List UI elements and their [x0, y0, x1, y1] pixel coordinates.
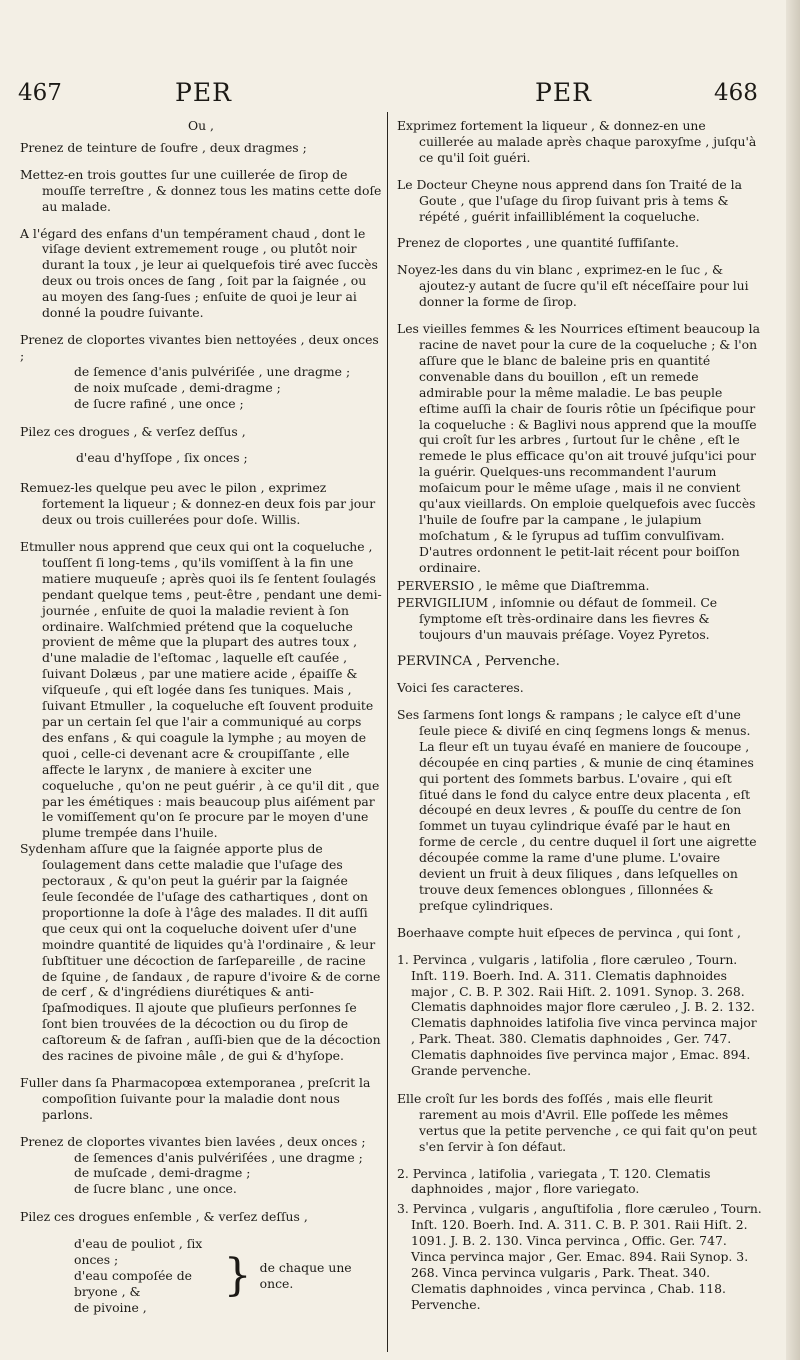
brace-line: d'eau de pouliot , ſix onces ;	[74, 1236, 203, 1268]
paragraph: Sydenham aſſure que la ſaignée apporte plus de ſoulagement dans cette maladie que l'uſage des pectoraux , & qu'on peut la guérir par la ſaignée ſeule ſecondée de l'uſage des cathartiques , dont on proportionne la doſe à l'âge des malades. Il dit auſſi que ceux qui ont la coqueluche doivent uſer d'une moindre quantité de liquides qu'à l'ordinaire , & leur ſubſtituer une décoction de ſarſepareille , de racine de ſquine , de ſandaux , de rapure d'ivoire & de corne de cerf , & d'ingrédiens diurétiques & anti-ſpaſmodiques. Il ajoute que pluſieurs perſonnes ſe ſont bien trouvées de la décoction ou du ſirop de caſtoreum & de ſafran , auſſi-bien que de la décoction des racines de pivoine mâle , de gui & d'hyſope.	[20, 841, 381, 1064]
paragraph: PERVERSIO , le même que Diaſtremma.	[397, 577, 650, 593]
paragraph: Voici ſes caracteres.	[397, 680, 524, 696]
paragraph: A l'égard des enfans d'un tempérament chaud , dont le viſage devient extremement rouge , ou plutôt noir durant la toux , je leur ai quelquefois tiré avec ſuccès deux ou trois onces de ſang , ſoit par la ſaignée , ou au moyen des ſang-ſues ; enſuite de quoi je leur ai donné la poudre ſuivante.	[20, 225, 378, 321]
recipe-line: de ſemence d'anis pulvériſée , une dragme ;	[74, 363, 351, 379]
page-edge	[786, 0, 800, 1360]
recipe-block	[20, 1134, 382, 1198]
left-column	[20, 118, 382, 1316]
list-item: 3. Pervinca , vulgaris , anguſtifolia , flore cæruleo , Tourn. Inſt. 120. Boerh. Ind. A. 311. C. B. P. 301. Raii Hiſt. 2. 1091. J. B. 2. 130. Vinca pervinca , Offic. Ger. 747. Vinca pervinca major , Ger. Emac. 894. Raii Synop. 3. 268. Vinca pervinca vulgaris , Park. Theat. 340. Clematis daphnoides , vinca pervinca , Chab. 118. Pervenche.	[397, 1201, 762, 1312]
right-column	[397, 118, 762, 1317]
recipe-line: de ſucre rafiné , une once ;	[74, 395, 244, 411]
recipe-line: de ſucre blanc , une once.	[74, 1181, 237, 1197]
brace-line: d'eau compoſée de bryone , &	[74, 1268, 192, 1299]
left-page-number: 467	[18, 80, 62, 106]
list-item: 2. Pervinca , latifolia , variegata , T. 120. Clematis daphnoides , major , flore variegato.	[397, 1165, 711, 1197]
paragraph: Exprimez fortement la liqueur , & donnez-en une cuillerée au malade après chaque paroxyſme , juſqu'à ce qu'il ſoit guéri.	[397, 118, 757, 165]
left-running-head: PER	[175, 78, 232, 107]
paragraph: Ses ſarmens ſont longs & rampans ; le calyce eſt d'une ſeule piece & diviſé en cinq ſegmens longs & menus. La fleur eſt un tuyau évaſé en maniere de ſoucoupe , découpée en cinq parties , & munie de cinq étamines qui portent des ſommets barbus. L'ovaire , qui eſt ſitué dans le fond du calyce entre deux placenta , eſt découpé en deux levres , & pouſſe du centre de ſon ſommet un tuyau cylindrique évaſé par le haut en forme de cercle , du centre duquel il ſort une aigrette découpée comme la rame d'une plume. L'ovaire devient un fruit à deux ſiliques , dans leſquelles on trouve deux ſemences oblongues , ſillonnées & preſque cylindriques.	[397, 707, 757, 913]
recipe-block	[20, 332, 382, 412]
recipe-line: de muſcade , demi-dragme ;	[74, 1165, 251, 1181]
list-item: 1. Pervinca , vulgaris , latifolia , flore cæruleo , Tourn. Inſt. 119. Boerh. Ind. A. 311. Clematis daphnoides major , C. B. P. 302. Raii Hiſt. 2. 1091. Synop. 3. 268. Clematis daphnoides major flore cæruleo , J. B. 2. 132. Clematis daphnoides latifolia ſive vinca pervinca major , Park. Theat. 380. Clematis daphnoides , Ger. 747. Clematis daphnoides ſive pervinca major , Emac. 894. Grande pervenche.	[397, 951, 757, 1079]
paragraph: Fuller dans ſa Pharmacopœa extemporanea , preſcrit la compoſition ſuivante pour la maladie dont nous parlons.	[20, 1074, 371, 1122]
brace-right: de chaque une once.	[259, 1260, 352, 1291]
paragraph: Boerhaave compte huit eſpeces de pervinca , qui ſont ,	[397, 924, 741, 940]
paragraph: Elle croît ſur les bords des foſſés , mais elle fleurit rarement au mois d'Avril. Elle poſſede les mêmes vertus que la petite pervenche , ce qui fait qu'on peut s'en ſervir à ſon défaut.	[397, 1090, 757, 1154]
column-rule	[387, 112, 388, 1352]
brace-line: de pivoine ,	[74, 1299, 147, 1315]
paragraph: Le Docteur Cheyne nous apprend dans ſon Traité de la Goute , que l'uſage du ſirop ſuivant pris à tems & répété , guérit infailliblément la coqueluche.	[397, 176, 743, 224]
paragraph: Etmuller nous apprend que ceux qui ont la coqueluche , touſſent ſi long-tems , qu'ils vomiſſent à la fin une matiere muqueuſe ; après quoi ils ſe ſentent ſoulagés pendant quelque tems , peut-être , pendant une demi-journée , enſuite de quoi la maladie revient à ſon ordinaire. Walſchmied prétend que la coqueluche provient de même que la plupart des autres toux , d'une maladie de l'eſtomac , laquelle eſt cauſée , ſuivant Dolæus , par une matiere acide , épaiſſe & viſqueuſe , qui eſt logée dans ſes tuniques. Mais , ſuivant Etmuller , la coqueluche eſt ſouvent produite par un certain ſel que l'air a communiqué au corps des enfans , & qui coagule la lymphe ; au moyen de quoi , celle-ci devenant acre & croupiſſante , elle affecte le larynx , de maniere à exciter une coqueluche , qu'on ne peut guérir , à ce qu'il dit , que par les émétiques : mais beaucoup plus aiſément par le vomiſſement qu'on ſe procure par le moyen d'une plume trempée dans l'huile.	[20, 539, 382, 841]
paragraph: Les vieilles femmes & les Nourrices eſtiment beaucoup la racine de navet pour la cure de la coqueluche ; & l'on aſſure que le blanc de baleine pris en quantité convenable dans du bouillon , eſt un remede admirable pour la même maladie. Le bas peuple eſtime auſſi la chair de ſouris rôtie un ſpécifique pour la coqueluche : & Baglivi nous apprend que la mouſſe qui croît ſur les arbres , ſurtout ſur le chêne , eſt le remede le plus efficace qu'on ait trouvé juſqu'ici pour la guérir. Quelques-uns recommandent l'aurum moſaicum pour le même uſage , mais il ne convient qu'aux vieillards. On emploie quelquefois avec ſuccès l'huile de ſoufre par la campane , le julapium moſchatum , & le ſyrupus ad tuſſim convulſivam. D'autres ordonnent le petit-lait récent pour boiſſon ordinaire.	[397, 321, 761, 575]
brace-group	[74, 1236, 382, 1316]
paragraph: Prenez de teinture de ſoufre , deux dragmes ;	[20, 139, 307, 155]
recipe-line: Prenez de cloportes vivantes bien lavées , deux onces ;	[20, 1133, 366, 1149]
paragraph: Noyez-les dans du vin blanc , exprimez-en le ſuc , & ajoutez-y autant de ſucre qu'il eſt néceſſaire pour lui donner la forme de ſirop.	[397, 262, 749, 310]
paragraph: PERVIGILIUM , inſomnie ou défaut de ſommeil. Ce ſymptome eſt très-ordinaire dans les fievres & toujours d'un mauvais préſage. Voyez Pyretos.	[397, 595, 718, 643]
entry-heading: PERVINCA , Pervenche.	[397, 654, 560, 670]
paragraph: Prenez de cloportes , une quantité ſuffiſante.	[397, 235, 679, 251]
brace-icon: }	[223, 1249, 252, 1301]
paragraph: Pilez ces drogues , & verſez deſſus ,	[20, 423, 246, 439]
recipe-line: de ſemences d'anis pulvériſées , une dragme ;	[74, 1149, 363, 1165]
paragraph: Ou ,	[187, 118, 214, 133]
recipe-line: de noix muſcade , demi-dragme ;	[74, 379, 281, 395]
paragraph: Mettez-en trois gouttes ſur une cuillerée de ſirop de mouſſe terreſtre , & donnez tous les matins cette doſe au malade.	[20, 166, 382, 214]
paragraph: d'eau d'hyſſope , ſix onces ;	[76, 450, 248, 466]
paragraph: Remuez-les quelque peu avec le pilon , exprimez fortement la liqueur ; & donnez-en deux fois par jour deux ou trois cuillerées pour doſe. Willis.	[20, 480, 376, 528]
recipe-line: Prenez de cloportes vivantes bien nettoyées , deux onces ;	[20, 331, 379, 363]
paragraph: Pilez ces drogues enſemble , & verſez deſſus ,	[20, 1209, 308, 1225]
right-running-head: PER	[535, 78, 592, 107]
right-page-number: 468	[714, 80, 758, 106]
